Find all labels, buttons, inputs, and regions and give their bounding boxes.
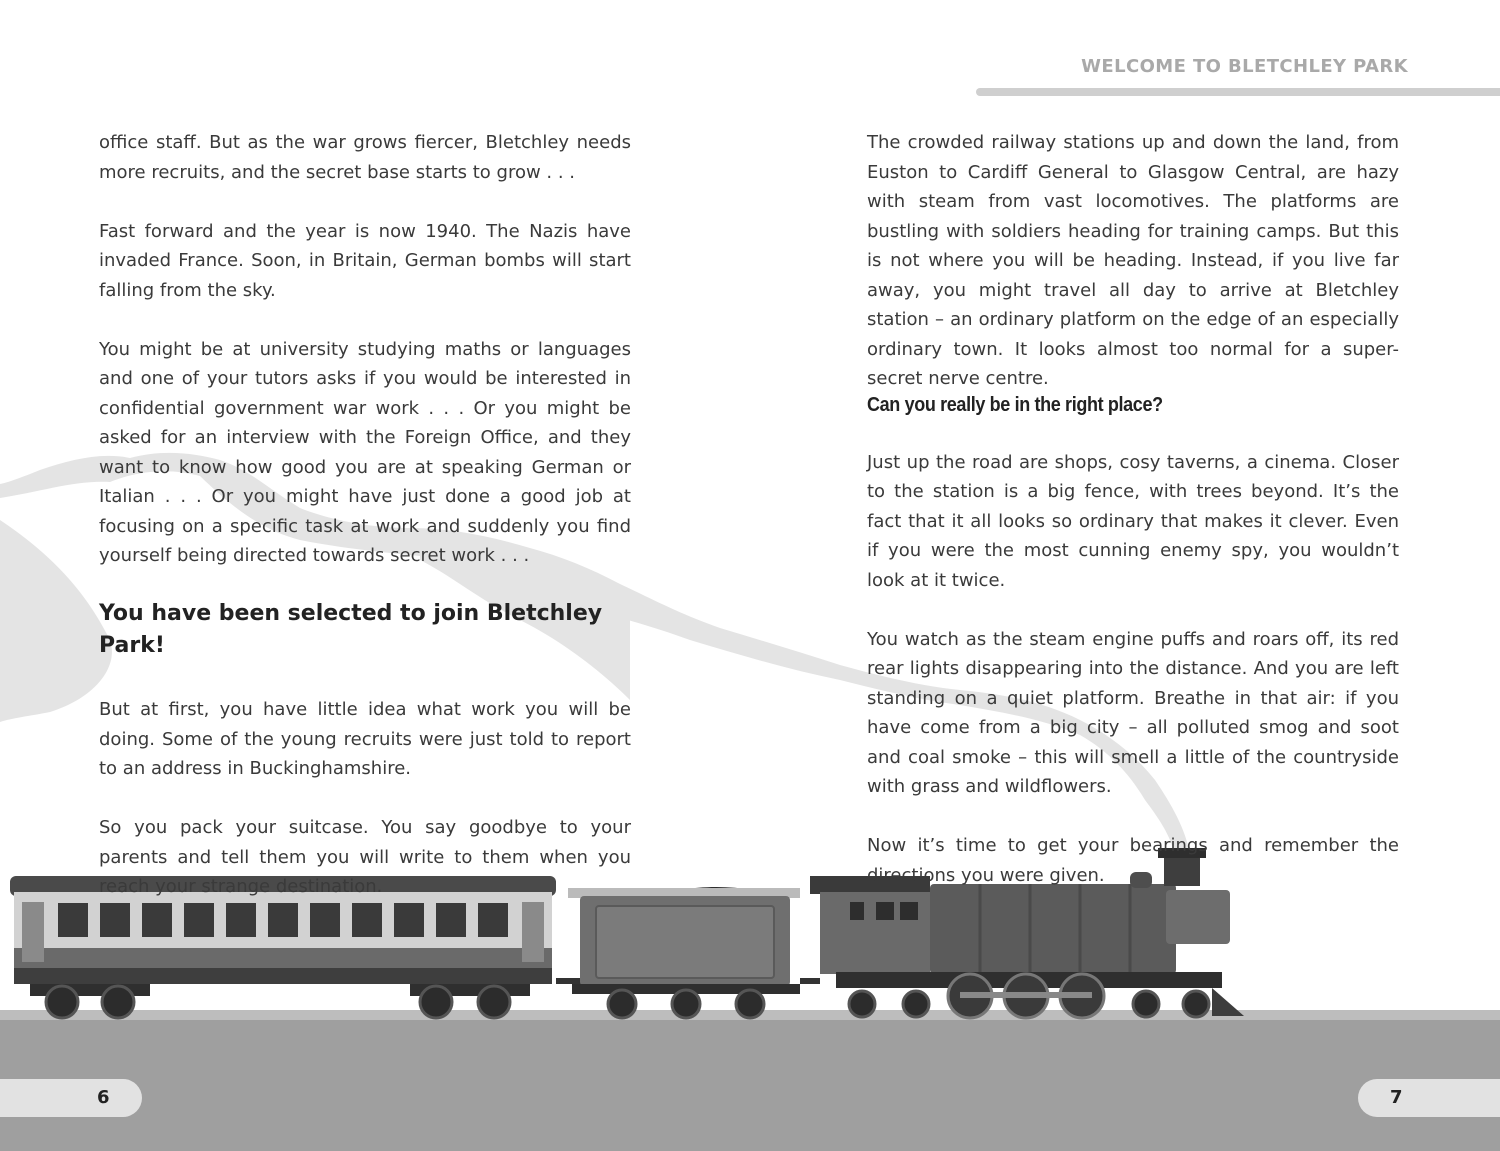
right-paragraph: The crowded railway stations up and down the land, from Euston to Cardiff General to Glasgow Central, are hazy with steam from vast locomotives. The platforms are bustling with soldiers heading for training camps. But this is not where you will be heading. Instead, if you live far away, you might travel all day to arrive at Bletchley station – an ordinary platform on the edge of an especially ordinary town. It looks almost too normal for a super-secret nerve centre.	[867, 132, 1399, 389]
page-number-left: 6	[0, 1079, 142, 1117]
left-paragraph: So you pack your suitcase. You say goodbye to your parents and tell them you will write to them when you reach your strange destination.	[99, 817, 631, 897]
right-paragraph: You watch as the steam engine puffs and roars off, its red rear lights disappearing into the distance. And you are left standing on a quiet platform. Breathe in that air: if you have come from a big city – all polluted smog and soot and coal smoke – this will smell a little of the countryside with grass and wildflowers.	[867, 628, 1399, 797]
right-heading: Can you really be in the right place?	[867, 393, 1163, 416]
left-paragraph: office staff. But as the war grows fiercer, Bletchley needs more recruits, and the secret base starts to grow . . .	[99, 132, 631, 183]
left-paragraph: But at first, you have little idea what work you will be doing. Some of the young recruits were just told to report to an address in Buckinghamshire.	[99, 699, 631, 779]
right-paragraph: Just up the road are shops, cosy taverns, a cinema. Closer to the station is a big fence, with trees beyond. It’s the fact that it all looks so ordinary that makes it clever. Even if you were the most cunning enemy spy, you wouldn’t look at it twice.	[867, 451, 1399, 591]
right-page-text	[867, 128, 1399, 920]
running-head: WELCOME TO BLETCHLEY PARK	[1081, 56, 1408, 77]
left-heading: You have been selected to join Bletchley Park!	[99, 601, 603, 658]
left-paragraph: You might be at university studying maths or languages and one of your tutors asks if you would be interested in confidential government war work . . . Or you might be asked for an interview with the Foreign Office, and they want to know how good you are at speaking German or Italian . . . Or you might have just done a good job at focusing on a specific task at work and suddenly you find yourself being directed towards secret work . . .	[99, 338, 631, 566]
page-number-right: 7	[1358, 1079, 1500, 1117]
right-paragraph: Now it’s time to get your bearings and remember the directions you were given.	[867, 835, 1399, 886]
ground	[0, 1018, 1500, 1151]
left-page-text	[99, 128, 631, 931]
header-rule	[976, 88, 1500, 96]
left-paragraph: Fast forward and the year is now 1940. The Nazis have invaded France. Soon, in Britain, German bombs will start falling from the sky.	[99, 220, 631, 301]
